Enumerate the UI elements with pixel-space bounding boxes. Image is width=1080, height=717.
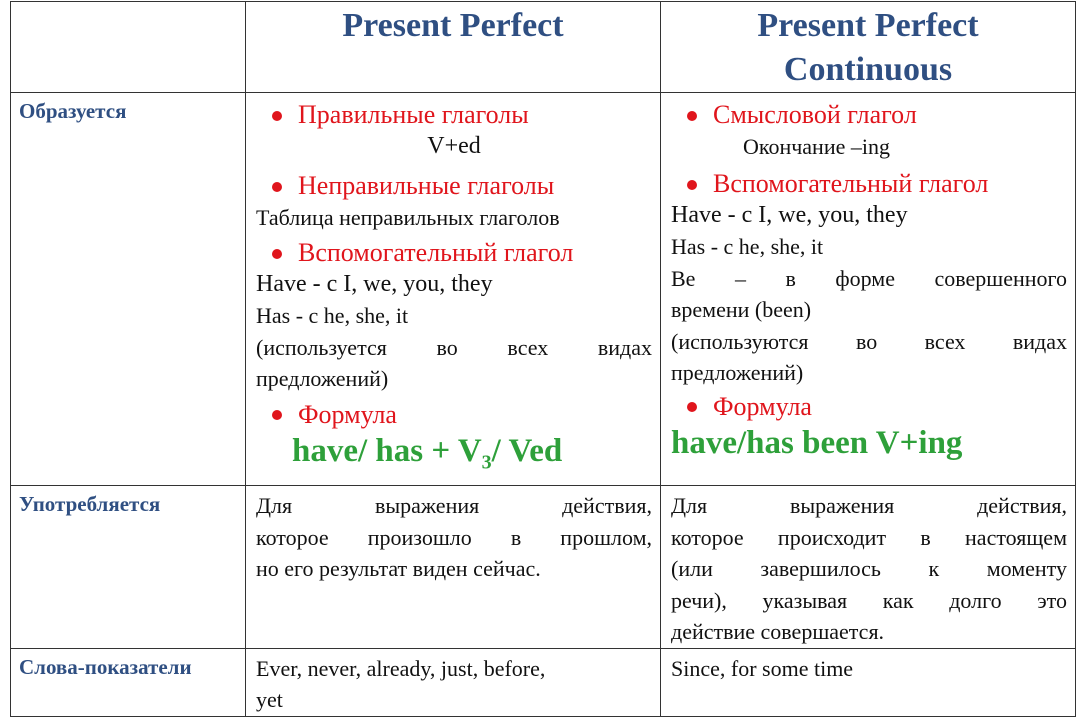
usage-note-line-2: предложений) [256,366,389,391]
bullet-formula-ppc: Формула [671,391,1067,423]
used-pp-line-2: которое произошло в прошлом, [256,524,652,550]
bullet-icon [272,410,282,420]
bullet-icon [272,182,282,192]
bullet-icon [687,180,697,190]
bullet-irregular-verbs: Неправильные глаголы [256,170,652,202]
row-used [11,486,1076,649]
row-label-cell-formed [11,93,246,486]
has-line-ppc: Has - с he, she, it [671,234,824,259]
header-row [11,2,1076,93]
used-pp-line-1: Для выражения действия, [256,493,652,518]
used-ppc-line-5: действие совершается. [671,619,885,644]
used-ppc-line-1: Для выражения действия, [671,493,1067,518]
markers-ppc: Since, for some time [671,655,854,681]
formula-ppc: have/has been V+ing [671,425,963,461]
used-ppc-line-2: которое происходит в настоящем [671,524,1067,550]
header-present-perfect [246,2,661,93]
have-line: Have - с I, we, you, they [256,270,493,297]
be-line-1: Be – в форме совершенного [671,265,1067,291]
corner-cell [11,2,246,93]
markers-pp-line-1: Ever, never, already, just, before, [256,655,546,681]
regular-verbs-formula: V+ed [427,132,481,159]
cell-formed-pp [246,93,661,486]
bullet-regular-verbs: Правильные глаголы [256,99,652,131]
bullet-auxiliary-verb-ppc: Вспомогательный глагол [671,168,1067,200]
bullet-formula: Формула [256,399,652,431]
header-title-ppc-1: Present Perfect [757,7,979,44]
markers-pp-line-2: yet [256,687,283,712]
bullet-icon [272,111,282,121]
cell-formed-ppc [661,93,1076,486]
have-line-ppc: Have - с I, we, you, they [671,201,908,228]
usage-note-line-1: (используется во всех видах [256,334,652,360]
row-label-cell-used [11,486,246,649]
bullet-icon [687,111,697,121]
row-formed [11,93,1076,486]
irregular-verbs-text: Таблица неправильных глаголов [256,204,560,230]
be-line-2: времени (been) [671,297,812,322]
bullet-auxiliary-verb: Вспомогательный глагол [256,237,652,269]
bullet-icon [272,249,282,259]
cell-used-pp [246,486,661,649]
used-ppc-line-3: (или завершилось к моменту [671,556,1067,581]
used-ppc-line-4: речи), указывая как долго это [671,587,1067,613]
formula-pp: have/ has + $V_3/$ Ved [292,433,563,474]
header-title-pp: Present Perfect [342,7,564,44]
tenses-comparison-table [10,1,1076,717]
row-label-markers: Слова-показатели [19,654,192,679]
row-label-formed: Образуется [19,99,127,123]
cell-used-ppc [661,486,1076,649]
header-present-perfect-continuous [661,2,1076,93]
bullet-main-verb: Смысловой глагол [671,99,1067,131]
header-title-ppc-2: Continuous [783,51,953,88]
ing-ending-text: Окончание –ing [743,133,890,159]
bullet-icon [687,402,697,412]
usage-note-ppc-line-2: предложений) [671,360,804,385]
used-pp-line-3: но его результат виден сейчас. [256,556,541,581]
usage-note-ppc-line-1: (используются во всех видах [671,328,1067,354]
has-line: Has - с he, she, it [256,303,409,328]
row-label-used: Употребляется [19,492,161,516]
